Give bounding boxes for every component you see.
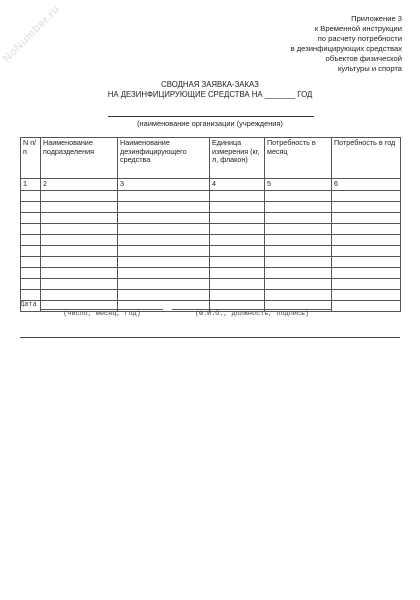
table-cell bbox=[265, 245, 332, 256]
table-cell bbox=[21, 212, 41, 223]
table-cell bbox=[21, 289, 41, 300]
table-cell bbox=[118, 245, 210, 256]
header-cell-department: Наименование подразделения bbox=[41, 138, 118, 179]
table-cell bbox=[21, 267, 41, 278]
title-line-2: НА ДЕЗИНФИЦИРУЮЩИЕ СРЕДСТВА НА _______ ГОД bbox=[107, 89, 313, 99]
table-row bbox=[21, 234, 401, 245]
table-cell bbox=[210, 223, 265, 234]
table-cell bbox=[118, 289, 210, 300]
appendix-line: по расчету потребности bbox=[317, 34, 402, 43]
table-cell bbox=[118, 234, 210, 245]
table-cell bbox=[332, 278, 401, 289]
table-cell bbox=[118, 223, 210, 234]
table-row bbox=[21, 190, 401, 201]
table-cell bbox=[41, 278, 118, 289]
table-cell bbox=[210, 289, 265, 300]
appendix-note bbox=[291, 14, 402, 74]
table-cell bbox=[210, 278, 265, 289]
table-cell bbox=[21, 234, 41, 245]
column-number: 3 bbox=[118, 179, 210, 191]
table-row bbox=[21, 256, 401, 267]
table-cell bbox=[41, 234, 118, 245]
header-cell-unit: Единица измерения (кг, л, флакон) bbox=[210, 138, 265, 179]
table-cell bbox=[332, 234, 401, 245]
appendix-line: в дезинфицирующих средствах bbox=[290, 44, 402, 53]
order-table bbox=[20, 137, 401, 312]
table-cell bbox=[332, 245, 401, 256]
table-cell bbox=[265, 223, 332, 234]
table-cell bbox=[21, 256, 41, 267]
table-cell bbox=[118, 278, 210, 289]
table-cell bbox=[210, 256, 265, 267]
table-cell bbox=[41, 190, 118, 201]
header-cell-yearly: Потребность в год bbox=[332, 138, 401, 179]
table-cell bbox=[210, 212, 265, 223]
table-cell bbox=[118, 267, 210, 278]
table-cell bbox=[265, 234, 332, 245]
table-cell bbox=[21, 245, 41, 256]
table-cell bbox=[118, 212, 210, 223]
date-label: Дата bbox=[20, 301, 37, 309]
table-cell bbox=[21, 190, 41, 201]
table-cell bbox=[265, 267, 332, 278]
table-cell bbox=[118, 190, 210, 201]
title-line-1: СВОДНАЯ ЗАЯВКА-ЗАКАЗ bbox=[161, 80, 259, 89]
table-cell bbox=[265, 201, 332, 212]
table-cell bbox=[210, 267, 265, 278]
document-title bbox=[0, 80, 420, 99]
table-cell bbox=[265, 289, 332, 300]
watermark: NoNumber.ru bbox=[0, 3, 63, 65]
table-cell bbox=[210, 245, 265, 256]
table-row bbox=[21, 278, 401, 289]
table-cell bbox=[332, 289, 401, 300]
table-cell bbox=[41, 245, 118, 256]
table-cell bbox=[332, 256, 401, 267]
table-cell bbox=[41, 212, 118, 223]
table-row bbox=[21, 212, 401, 223]
table-cell bbox=[118, 201, 210, 212]
table-cell bbox=[21, 278, 41, 289]
signature-caption: (Ф.И.О., должность, подпись) bbox=[194, 310, 310, 318]
table-row bbox=[21, 245, 401, 256]
table-cell bbox=[210, 201, 265, 212]
table-row bbox=[21, 201, 401, 212]
appendix-line: объектов физической bbox=[325, 54, 402, 63]
table-cell bbox=[41, 223, 118, 234]
table-cell bbox=[41, 267, 118, 278]
table-cell bbox=[41, 201, 118, 212]
table-row bbox=[21, 223, 401, 234]
table-cell bbox=[210, 234, 265, 245]
appendix-line: Приложение 3 bbox=[351, 14, 402, 23]
table-cell bbox=[265, 278, 332, 289]
column-number: 6 bbox=[332, 179, 401, 191]
header-cell-monthly: Потребность в месяц bbox=[265, 138, 332, 179]
header-cell-disinfectant: Наименование дезинфицирующего средства bbox=[118, 138, 210, 179]
appendix-line: культуры и спорта bbox=[337, 64, 402, 73]
appendix-line: к Временной инструкции bbox=[314, 24, 402, 33]
header-cell-number: N п/п bbox=[21, 138, 41, 179]
bottom-rule bbox=[20, 337, 400, 338]
table-cell bbox=[41, 256, 118, 267]
table-cell bbox=[332, 267, 401, 278]
table-header-row bbox=[21, 138, 401, 179]
table-row bbox=[21, 267, 401, 278]
column-number-row bbox=[21, 179, 401, 191]
column-number: 1 bbox=[21, 179, 41, 191]
table-cell bbox=[265, 256, 332, 267]
date-caption: (число, месяц, год) bbox=[63, 310, 141, 318]
table-cell bbox=[265, 212, 332, 223]
table-cell bbox=[332, 201, 401, 212]
table-cell bbox=[118, 256, 210, 267]
organization-caption: (наименование организации (учреждения) bbox=[137, 119, 283, 128]
table-row bbox=[21, 289, 401, 300]
table-cell bbox=[332, 223, 401, 234]
organization-name-line bbox=[108, 116, 314, 117]
table-cell bbox=[332, 212, 401, 223]
table-cell bbox=[332, 190, 401, 201]
column-number: 2 bbox=[41, 179, 118, 191]
table-cell bbox=[21, 201, 41, 212]
table-cell bbox=[265, 190, 332, 201]
table-cell bbox=[41, 289, 118, 300]
column-number: 5 bbox=[265, 179, 332, 191]
table-cell bbox=[210, 190, 265, 201]
table-cell bbox=[21, 223, 41, 234]
table-cell bbox=[332, 300, 401, 311]
column-number: 4 bbox=[210, 179, 265, 191]
